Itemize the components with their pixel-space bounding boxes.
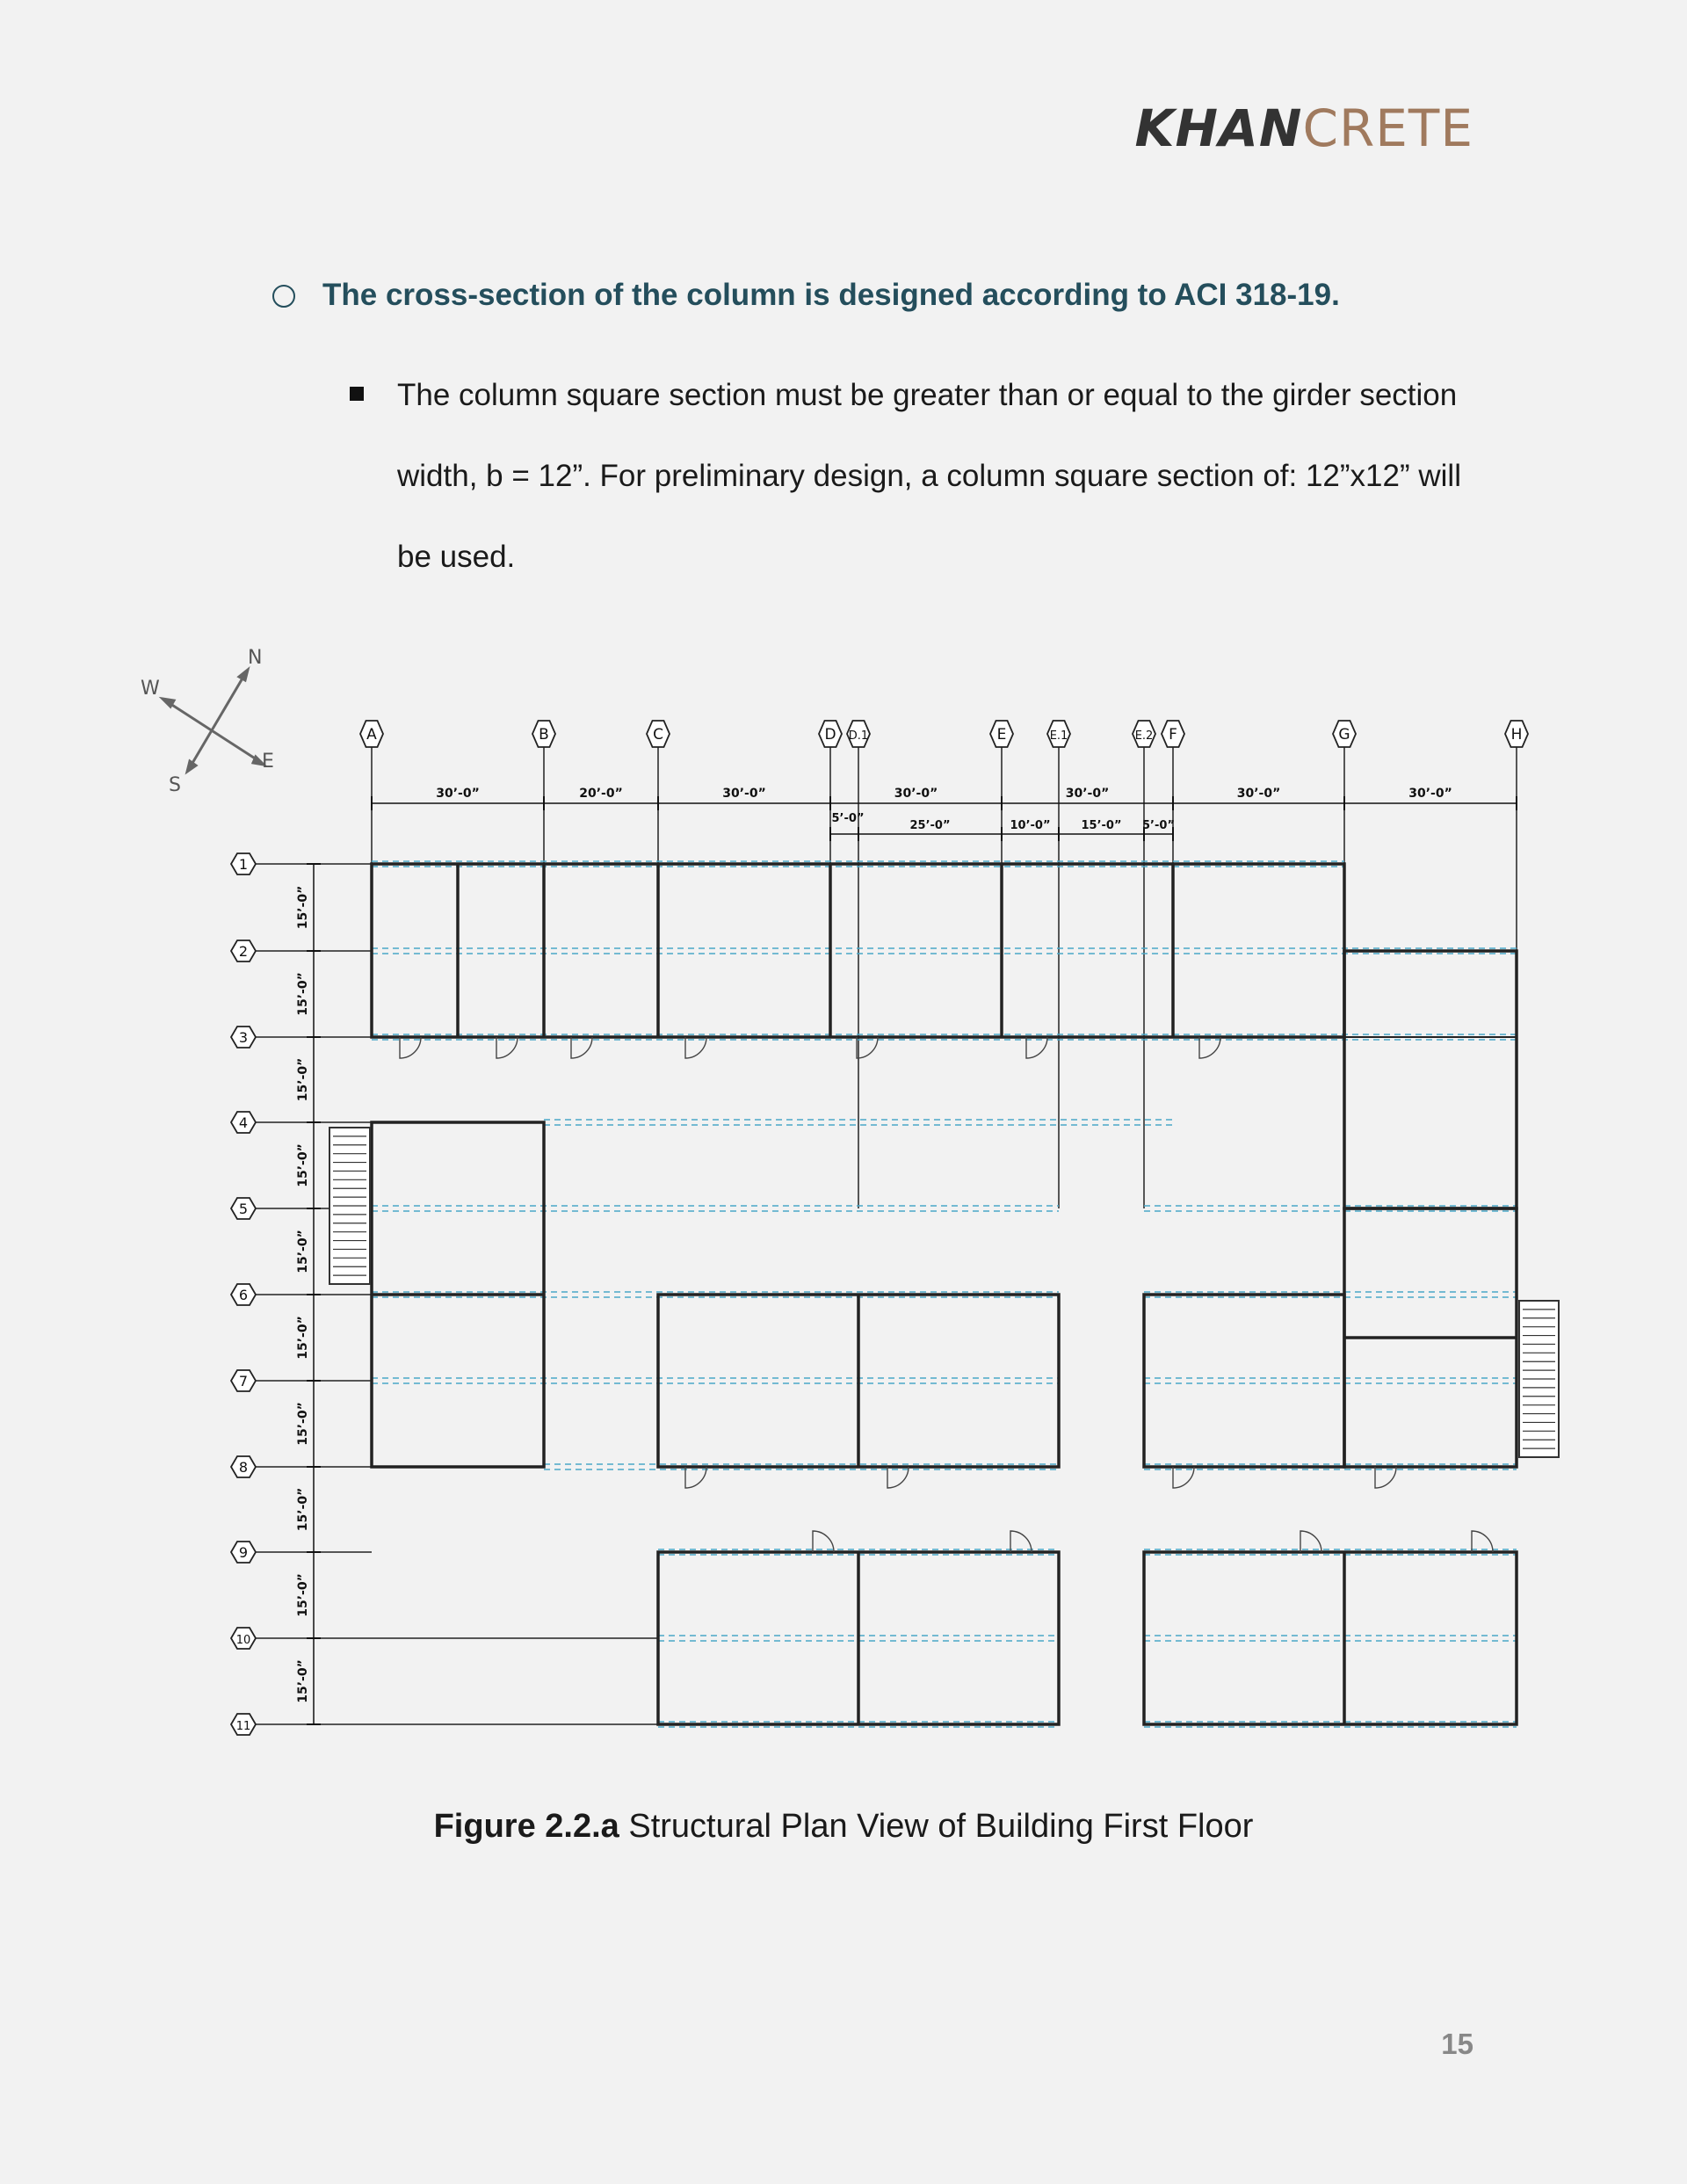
top-dim-label: 30’-0” xyxy=(1065,787,1110,801)
col-label-H: H xyxy=(1510,726,1523,744)
row-label-10: 10 xyxy=(235,1634,251,1647)
stair-west xyxy=(329,1128,370,1284)
compass-we-line xyxy=(165,700,262,763)
col-label-E.2: E.2 xyxy=(1134,729,1154,743)
row-label-4: 4 xyxy=(238,1114,249,1131)
brand-logo xyxy=(1135,98,1473,158)
row-dim-label: 15’-0” xyxy=(296,1057,310,1102)
structural-plan-figure xyxy=(132,642,1582,1758)
bullet-heading-text: The cross-section of the column is designed according to ACI 318-19. xyxy=(322,278,1340,312)
sub-bullet xyxy=(350,355,1483,598)
col-label-B: B xyxy=(539,726,549,744)
col-label-C: C xyxy=(653,726,663,744)
grid-lines-layer xyxy=(255,745,1517,1724)
row-dim-label: 15’-0” xyxy=(296,1230,310,1273)
compass-e: E xyxy=(262,751,274,773)
col-label-F: F xyxy=(1169,726,1177,744)
row-dim-label: 15’-0” xyxy=(296,1316,310,1360)
row-label-11: 11 xyxy=(235,1720,251,1733)
col-label-A: A xyxy=(366,726,377,744)
row-dim-label: 15’-0” xyxy=(296,1143,310,1187)
row-dim-label: 15’-0” xyxy=(296,972,310,1016)
sub-dim-label: 5’-0” xyxy=(1142,819,1175,832)
compass-rose xyxy=(163,670,264,772)
arrow-w xyxy=(163,699,174,707)
arrow-s xyxy=(187,761,196,772)
col-label-E: E xyxy=(996,726,1007,744)
col-label-D.1: D.1 xyxy=(848,729,869,743)
top-dim-label: 30’-0” xyxy=(436,787,480,801)
sub-bullet-text: The column square section must be greater than or equal to the girder section width, b = 12”. For preliminary design, a column square section of: 12”x12” will be used. xyxy=(397,378,1461,574)
top-dim-label: 30’-0” xyxy=(722,787,766,801)
block-east xyxy=(1344,951,1517,1208)
col-label-D: D xyxy=(824,726,836,744)
compass-labels xyxy=(141,647,274,796)
row-dim-label: 15’-0” xyxy=(296,1487,310,1532)
row-label-6: 6 xyxy=(238,1287,249,1303)
arrow-n xyxy=(239,670,248,680)
caption-text: Structural Plan View of Building First Floor xyxy=(619,1808,1254,1845)
walls-layer xyxy=(329,864,1559,1724)
sub-dim-label: 10’-0” xyxy=(1010,819,1051,832)
sub-dim-label: 5’-0” xyxy=(831,812,865,825)
col-label-G: G xyxy=(1338,726,1350,744)
caption-label: Figure 2.2.a xyxy=(433,1808,619,1845)
square-bullet-icon xyxy=(350,387,364,401)
sub-dim-label: 25’-0” xyxy=(909,819,951,832)
top-dim-label: 30’-0” xyxy=(894,787,938,801)
grid-labels-layer xyxy=(231,721,1528,1735)
compass-s: S xyxy=(169,774,181,796)
sub-dim-label: 15’-0” xyxy=(1081,819,1122,832)
row-label-5: 5 xyxy=(238,1201,249,1217)
row-label-2: 2 xyxy=(238,943,249,960)
top-dim-label: 30’-0” xyxy=(1236,787,1281,801)
row-label-9: 9 xyxy=(238,1544,249,1561)
row-label-3: 3 xyxy=(238,1029,249,1046)
compass-w: W xyxy=(141,678,160,700)
compass-n: N xyxy=(248,647,263,669)
bullet-heading xyxy=(272,278,1502,313)
top-dim-label: 30’-0” xyxy=(1408,787,1452,801)
row-dim-label: 15’-0” xyxy=(296,1402,310,1446)
block-center-east xyxy=(1144,1295,1344,1467)
row-label-8: 8 xyxy=(238,1459,249,1476)
figure-caption xyxy=(0,1808,1687,1846)
row-dim-label: 15’-0” xyxy=(296,1659,310,1703)
row-label-7: 7 xyxy=(238,1373,249,1389)
stair-east xyxy=(1519,1301,1559,1457)
top-dim-label: 20’-0” xyxy=(579,787,623,801)
block-south-east xyxy=(1144,1552,1517,1724)
row-dim-label: 15’-0” xyxy=(296,1573,310,1617)
row-label-1: 1 xyxy=(238,856,249,873)
logo-crete: CRETE xyxy=(1302,98,1473,158)
logo-khan: KHAN xyxy=(1134,98,1303,158)
row-dim-label: 15’-0” xyxy=(296,885,310,930)
page-number: 15 xyxy=(1441,2028,1473,2060)
circle-bullet-icon xyxy=(272,285,295,308)
col-label-E.1: E.1 xyxy=(1049,729,1068,743)
